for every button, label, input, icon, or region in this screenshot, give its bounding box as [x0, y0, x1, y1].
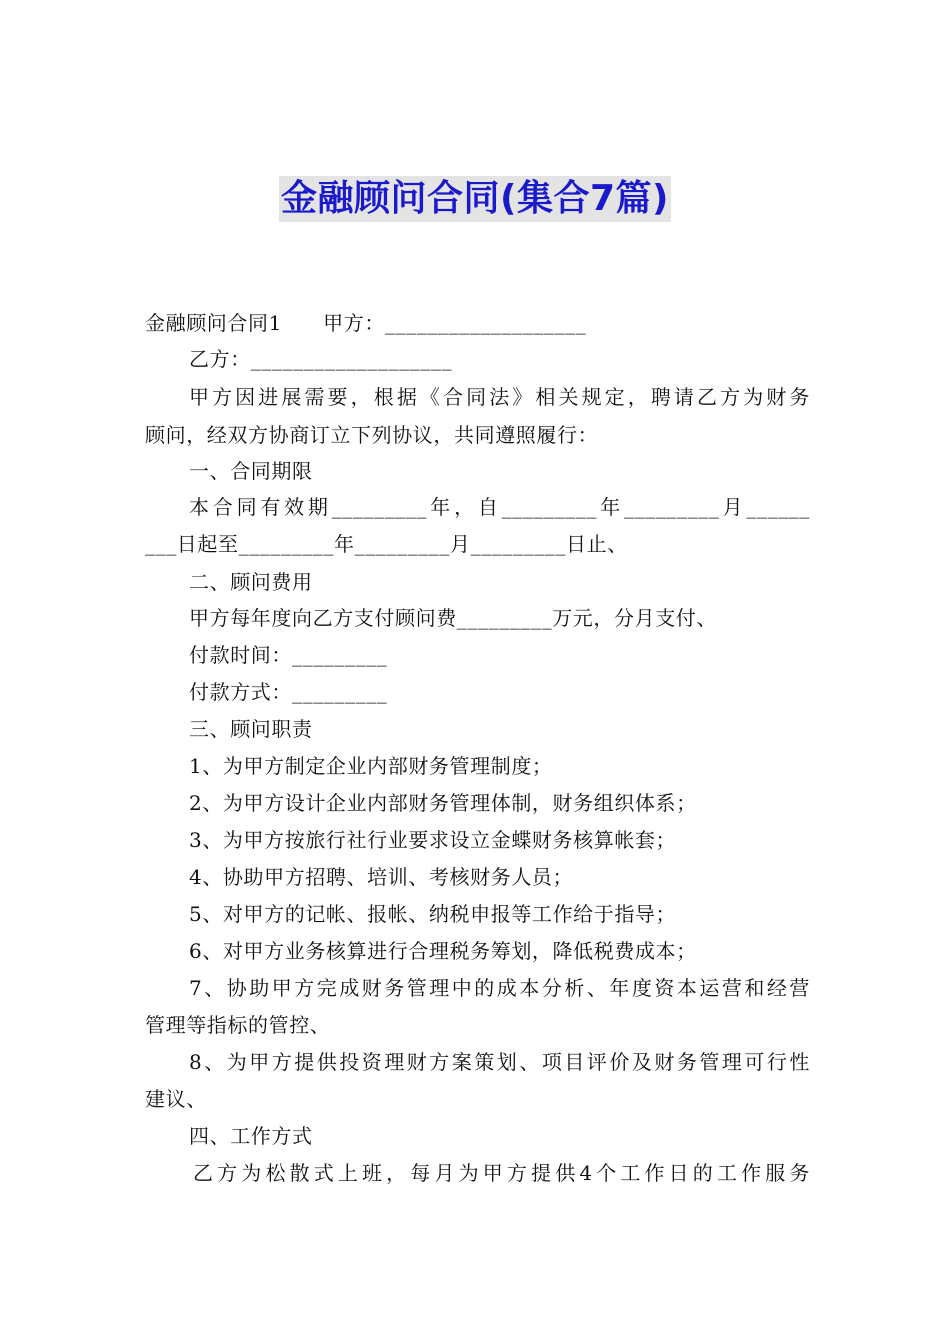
- section-heading: 三、顾问职责: [189, 717, 313, 741]
- list-item-continuation: 管理等指标的管控、: [145, 1013, 331, 1037]
- paragraph-line: ___日起至_________年_________月_________日止、: [145, 532, 628, 556]
- party-b-line: 乙方：___________________: [189, 347, 453, 371]
- list-item: 2、为甲方设计企业内部财务管理体制，财务组织体系；: [189, 791, 697, 815]
- contract-heading-party-a: 金融顾问合同1 甲方：___________________: [145, 311, 587, 335]
- list-item: 5、对甲方的记帐、报帐、纳税申报等工作给于指导；: [189, 902, 677, 926]
- paragraph-line: 甲方每年度向乙方支付顾问费_________万元，分月支付、: [189, 606, 717, 630]
- section-heading: 一、合同期限: [189, 459, 313, 483]
- document-title-wrap: [0, 176, 950, 222]
- payment-time-line: 付款时间：_________: [189, 643, 388, 667]
- paragraph-line: 乙方为松散式上班，每月为甲方提供4个工作日的工作服务: [193, 1161, 810, 1185]
- paragraph-line: 甲方因进展需要，根据《合同法》相关规定，聘请乙方为财务: [189, 385, 810, 409]
- paragraph-line: 本合同有效期_________年，自_________年_________月______: [189, 495, 810, 519]
- section-heading: 四、工作方式: [189, 1124, 313, 1148]
- list-item: 1、为甲方制定企业内部财务管理制度；: [189, 754, 553, 778]
- list-item: 4、协助甲方招聘、培训、考核财务人员；: [189, 865, 574, 889]
- payment-method-line: 付款方式：_________: [189, 680, 388, 704]
- paragraph-line: 顾问，经双方协商订立下列协议，共同遵照履行：: [145, 423, 599, 447]
- document-title: 金融顾问合同(集合7篇): [279, 176, 671, 222]
- list-item-continuation: 建议、: [145, 1087, 207, 1111]
- list-item: 7、协助甲方完成财务管理中的成本分析、年度资本运营和经营: [189, 976, 810, 1000]
- list-item: 8、为甲方提供投资理财方案策划、项目评价及财务管理可行性: [189, 1050, 810, 1074]
- list-item: 6、对甲方业务核算进行合理税务筹划，降低税费成本；: [189, 939, 697, 963]
- list-item: 3、为甲方按旅行社行业要求设立金蝶财务核算帐套；: [189, 828, 677, 852]
- section-heading: 二、顾问费用: [189, 570, 313, 594]
